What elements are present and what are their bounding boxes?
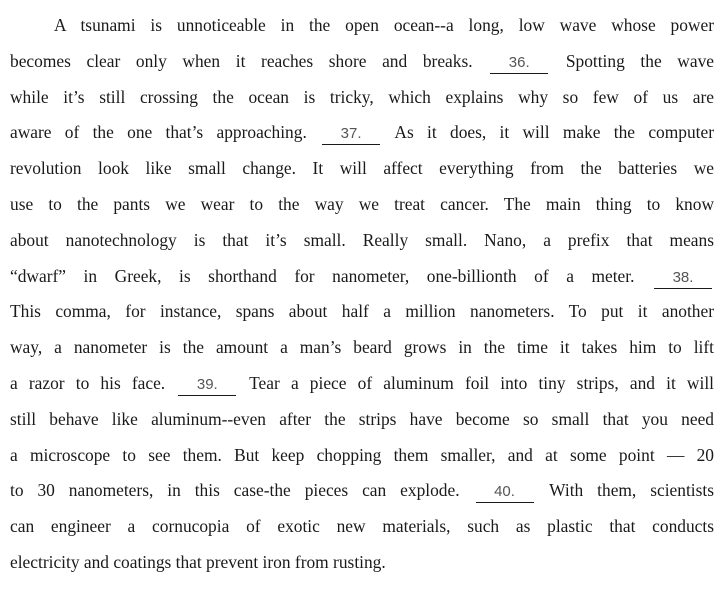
passage-text: way, a nanometer is the amount a man’s beard grows in the time it takes him to lift xyxy=(10,337,714,358)
passage-text: can engineer a cornucopia of exotic new materials, such as plastic that conducts xyxy=(10,516,714,537)
passage-line xyxy=(10,44,714,80)
passage xyxy=(10,8,714,581)
passage-line xyxy=(10,8,714,44)
passage-line xyxy=(10,402,714,438)
passage-text: With them, scientists xyxy=(535,480,714,501)
passage-line xyxy=(10,509,714,545)
passage-line xyxy=(10,115,714,151)
answer-blank[interactable]: 37. xyxy=(322,124,380,145)
answer-blank[interactable]: 39. xyxy=(178,375,236,396)
passage-text: aware of the one that’s approaching. xyxy=(10,122,321,143)
passage-line xyxy=(10,151,714,187)
passage-text: electricity and coatings that prevent iron from rusting. xyxy=(10,551,386,572)
passage-line xyxy=(10,80,714,116)
passage-line xyxy=(10,223,714,259)
passage-text: a microscope to see them. But keep chopping them smaller, and at some point — 20 xyxy=(10,444,714,465)
passage-text: about nanotechnology is that it’s small. Really small. Nano, a prefix that means xyxy=(10,229,714,250)
passage-line xyxy=(10,294,714,330)
passage-text: Spotting the wave xyxy=(550,50,714,71)
passage-text: “dwarf” in Greek, is shorthand for nanometer, one-billionth of a meter. xyxy=(10,265,652,286)
passage-text: use to the pants we wear to the way we treat cancer. The main thing to know xyxy=(10,193,714,214)
passage-text: to 30 nanometers, in this case-the pieces can explode. xyxy=(10,480,474,501)
passage-text: still behave like aluminum--even after the strips have become so small that you need xyxy=(10,408,714,429)
passage-line xyxy=(10,259,714,295)
passage-text: Tear a piece of aluminum foil into tiny strips, and it will xyxy=(238,372,714,393)
passage-text: while it’s still crossing the ocean is tricky, which explains why so few of us are xyxy=(10,86,714,107)
passage-line xyxy=(10,473,714,509)
answer-blank[interactable]: 40. xyxy=(476,482,534,503)
passage-text: As it does, it will make the computer xyxy=(382,122,714,143)
passage-text: A tsunami is unnoticeable in the open ocean--a long, low wave whose power xyxy=(54,15,714,35)
passage-line xyxy=(10,187,714,223)
passage-line xyxy=(10,438,714,474)
passage-line xyxy=(10,366,714,402)
passage-line xyxy=(10,330,714,366)
passage-text: revolution look like small change. It will affect everything from the batteries we xyxy=(10,158,714,179)
passage-line xyxy=(10,545,714,581)
answer-blank[interactable]: 36. xyxy=(490,53,548,74)
answer-blank[interactable]: 38. xyxy=(654,268,712,289)
passage-text: This comma, for instance, spans about half a million nanometers. To put it another xyxy=(10,301,714,322)
passage-text: becomes clear only when it reaches shore and breaks. xyxy=(10,50,489,71)
passage-text: a razor to his face. xyxy=(10,372,177,393)
